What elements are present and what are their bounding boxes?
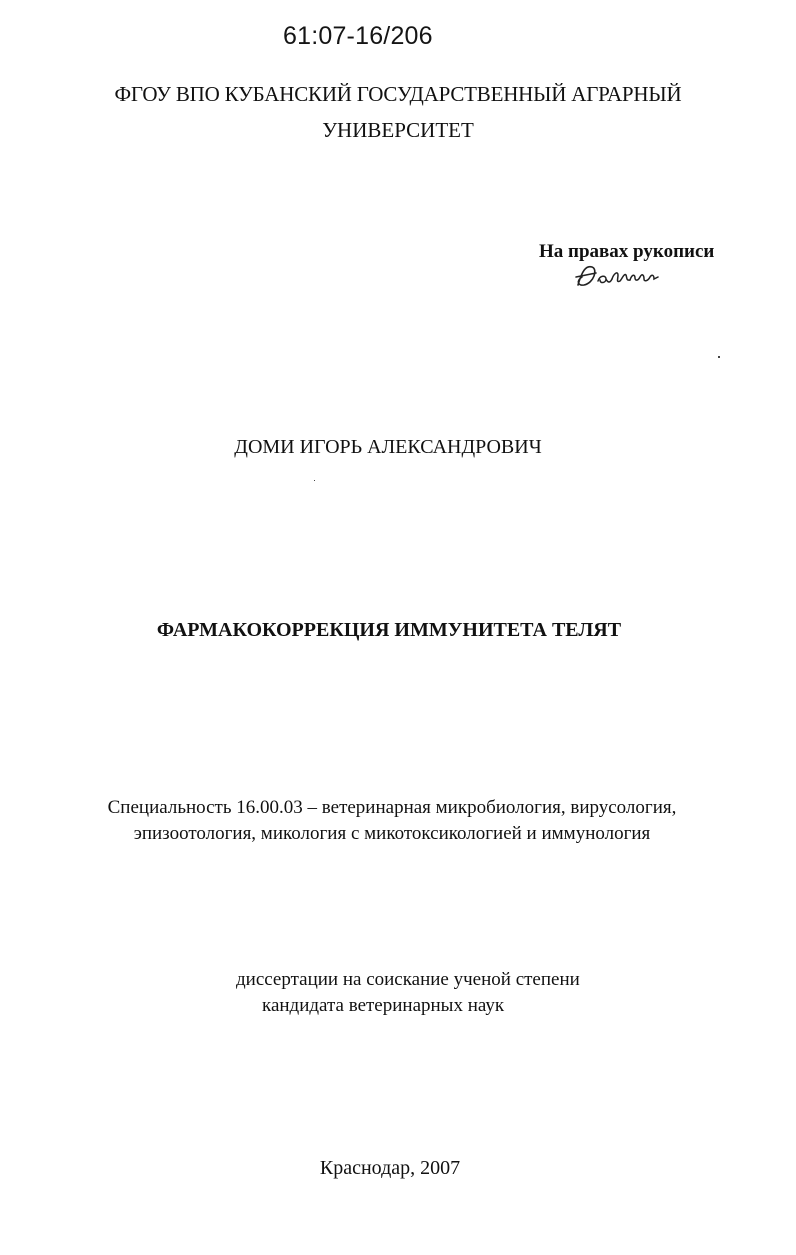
institution-name-line2: УНИВЕРСИТЕТ <box>322 118 474 142</box>
institution-name-line1: ФГОУ ВПО КУБАНСКИЙ ГОСУДАРСТВЕННЫЙ АГРАРНЫЙ <box>114 82 682 106</box>
degree-line1: диссертации на соискание ученой степени <box>236 969 580 990</box>
scan-speck <box>718 356 720 358</box>
handwritten-signature <box>572 257 672 291</box>
specialty-line2: эпизоотология, микология с микотоксикологией и иммунология <box>133 823 651 844</box>
archive-code: 61:07-16/206 <box>283 22 433 50</box>
degree-line2: кандидата ветеринарных наук <box>262 995 505 1016</box>
scan-speck <box>314 480 315 481</box>
dissertation-title: ФАРМАКОКОРРЕКЦИЯ ИММУНИТЕТА ТЕЛЯТ <box>156 619 622 641</box>
specialty-line1: Специальность 16.00.03 – ветеринарная микробиология, вирусология, <box>107 797 677 818</box>
author-name: ДОМИ ИГОРЬ АЛЕКСАНДРОВИЧ <box>234 436 542 458</box>
city-and-year: Краснодар, 2007 <box>319 1157 461 1179</box>
manuscript-rights-note: На правах рукописи <box>539 241 715 262</box>
